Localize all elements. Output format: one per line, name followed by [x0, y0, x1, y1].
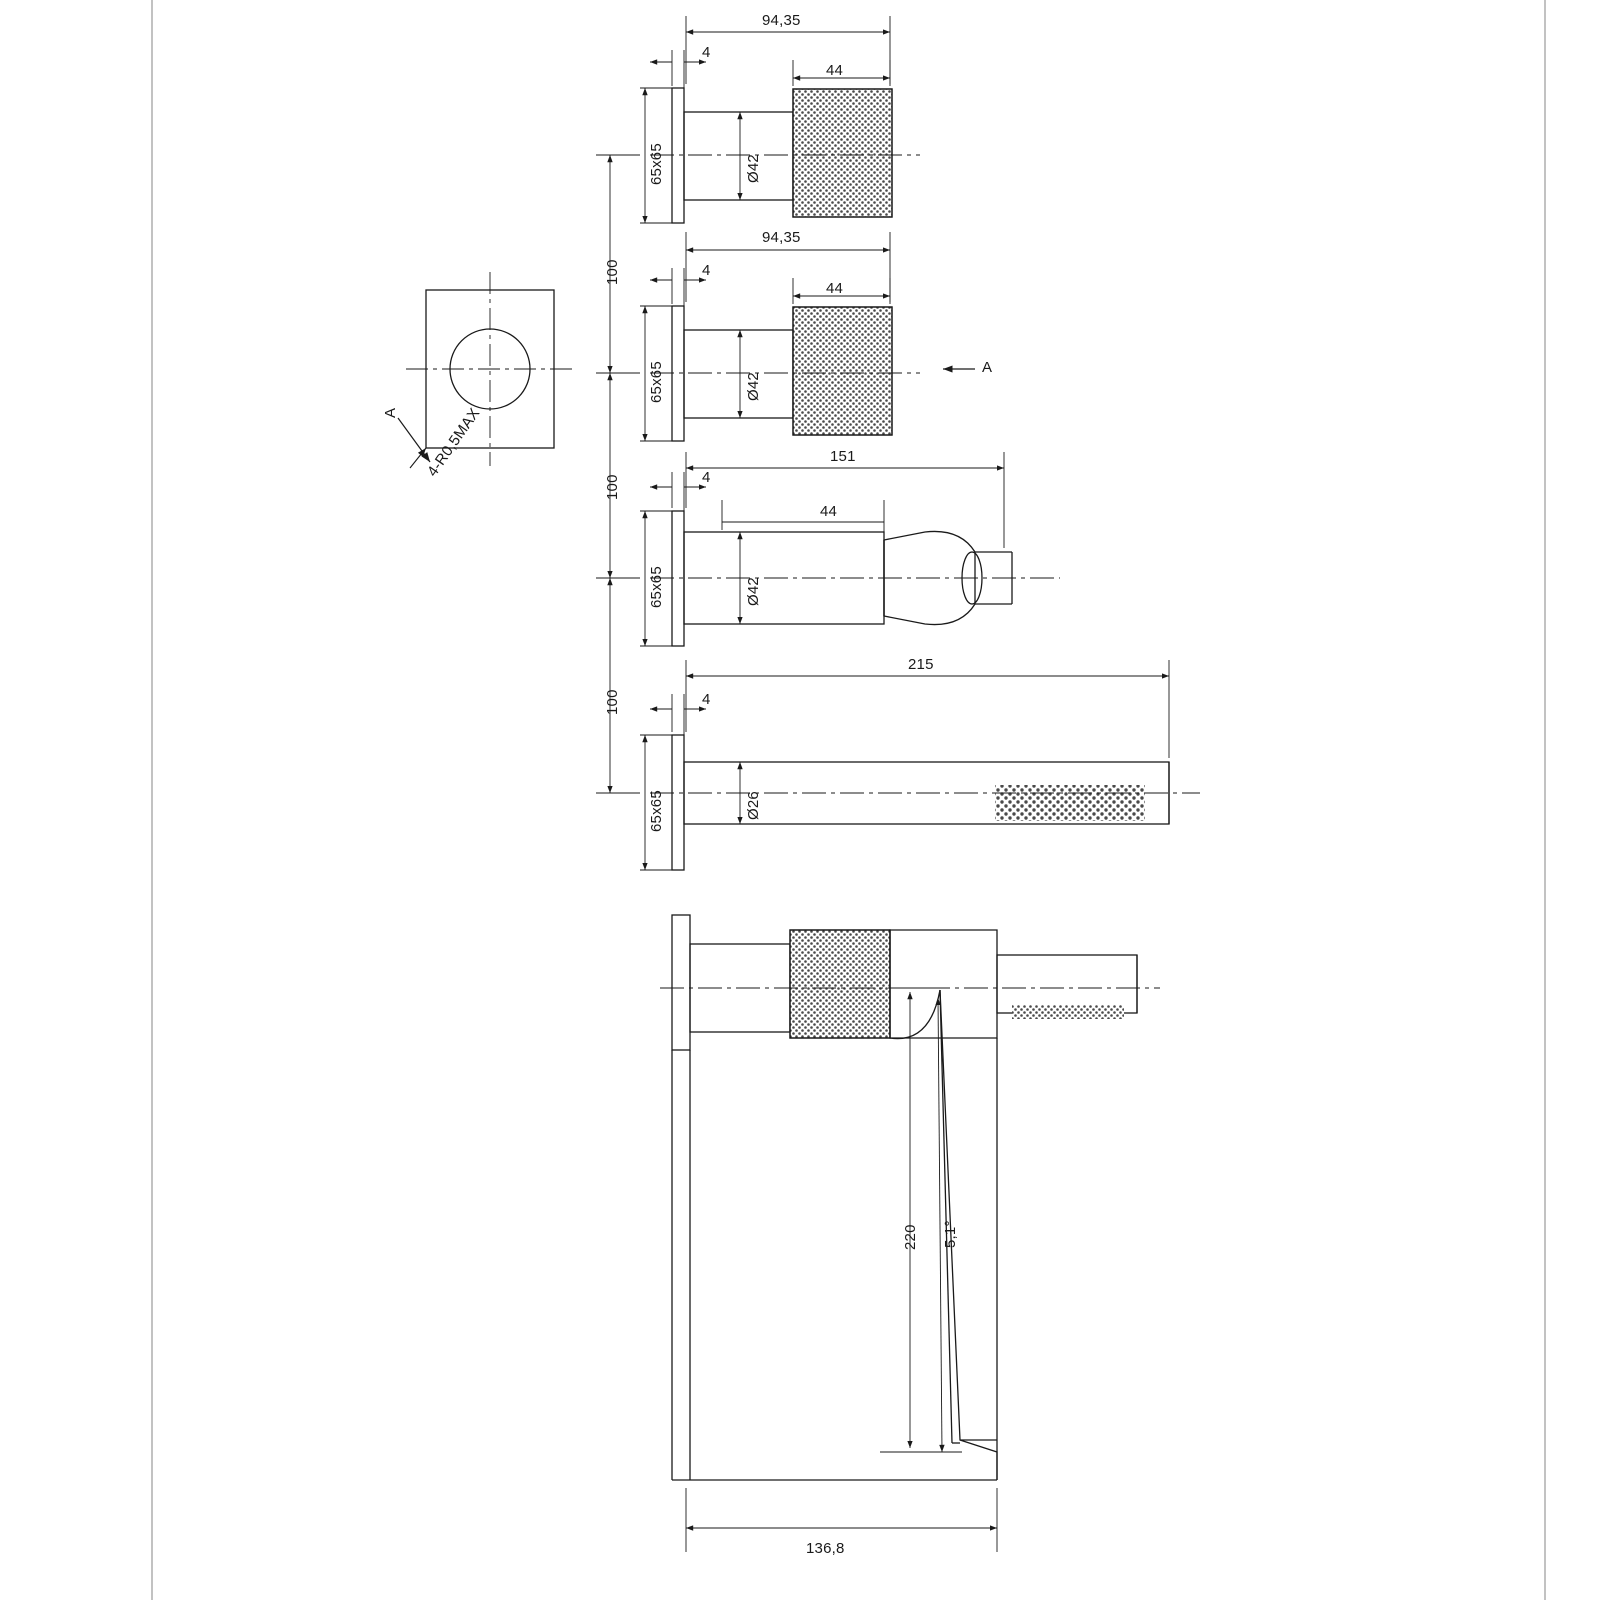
dim-lever-plate-thickness: 4 — [702, 469, 711, 486]
dim-spout-overall: 215 — [908, 656, 934, 673]
dim-spacing-3: 100 — [604, 689, 621, 715]
dim-handle-top-diameter: Ø42 — [745, 154, 762, 183]
assembly-view-outlet-holes — [1012, 1005, 1124, 1019]
dim-handle-second-plate: 65x65 — [648, 361, 665, 403]
handle-view-top-geometry — [672, 88, 892, 223]
dim-handle-second-knurl: 44 — [826, 280, 844, 297]
dim-spout-diameter: Ø26 — [745, 791, 762, 820]
dim-handle-top-overall: 94,35 — [762, 12, 801, 29]
dim-handle-top-plate-thickness: 4 — [702, 44, 711, 61]
dim-spacing-2: 100 — [604, 474, 621, 500]
dim-handle-second-plate-thickness: 4 — [702, 262, 711, 279]
dim-spacing-1: 100 — [604, 259, 621, 285]
dim-assembly-angle: 5,1° — [942, 1220, 959, 1248]
dim-lever-overall: 151 — [830, 448, 856, 465]
note-corner-radius: 4-R0,5MAX — [424, 405, 484, 480]
dim-spout-plate: 65x65 — [648, 790, 665, 832]
dim-handle-second-diameter: Ø42 — [745, 372, 762, 401]
section-arrow-label-left: A — [382, 407, 399, 418]
dim-handle-top-knurl: 44 — [826, 62, 844, 79]
spout-view-outlet-holes — [995, 785, 1145, 821]
sheet-border — [152, 0, 1545, 1600]
dim-spout-plate-thickness: 4 — [702, 691, 711, 708]
lever-view-geometry — [672, 511, 1012, 646]
dim-assembly-projection: 136,8 — [806, 1540, 845, 1557]
dim-lever-diameter: Ø42 — [745, 577, 762, 606]
section-a-leader — [410, 448, 426, 468]
dim-lever-body: 44 — [820, 503, 838, 520]
dim-handle-second-overall: 94,35 — [762, 229, 801, 246]
handle-view-second-geometry — [672, 306, 892, 441]
section-a-arrow — [398, 418, 430, 462]
dim-handle-top-plate: 65x65 — [648, 143, 665, 185]
assembly-view-geometry — [672, 915, 1137, 1480]
assembly-view-dimlines — [686, 988, 997, 1552]
lever-view-dimlines — [640, 452, 1004, 646]
dim-lever-plate: 65x65 — [648, 566, 665, 608]
section-a-centerlines — [406, 272, 574, 466]
section-arrow-label-right: A — [982, 359, 993, 376]
spout-view-dimlines — [640, 660, 1169, 870]
dim-assembly-height: 220 — [902, 1224, 919, 1250]
